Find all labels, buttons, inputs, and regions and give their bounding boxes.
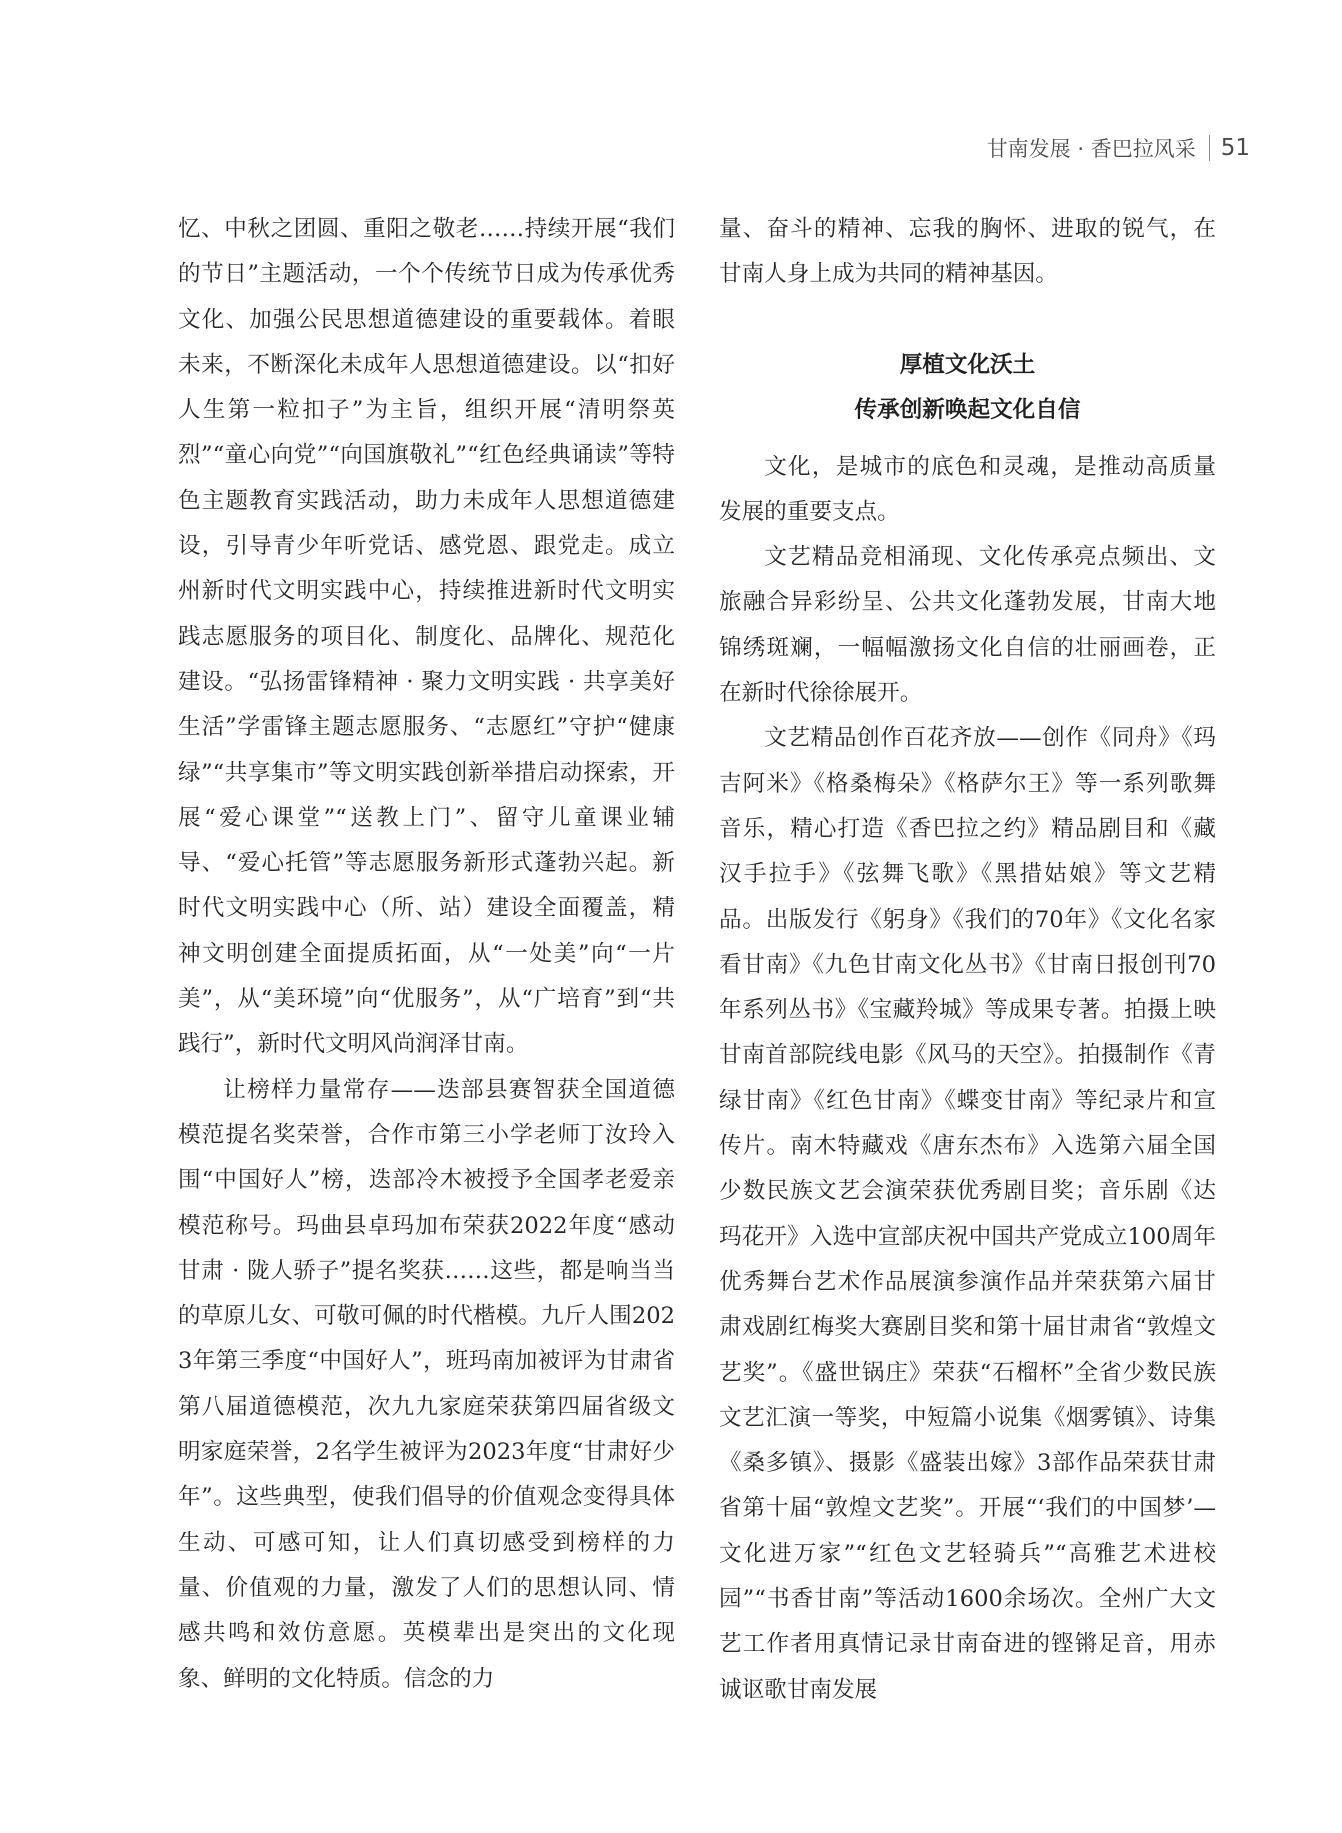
header-divider: [1209, 135, 1210, 161]
right-column: [719, 207, 1216, 1713]
paragraph: 文化，是城市的底色和灵魂，是推动高质量发展的重要支点。: [719, 453, 1216, 525]
paragraph: 忆、中秋之团圆、重阳之敬老……持续开展“我们的节日”主题活动，一个个传统节日成为传承优秀文化、加强公民思想道德建设的重要载体。着眼未来，不断深化未成年人思想道德建设。以“扣好人生第一粒扣子”为主旨，组织开展“清明祭英烈”“童心向党”“向国旗敬礼”“红色经典诵读”等特色主题教育实践活动，助力未成年人思想道德建设，引导青少年听党话、感党恩、跟党走。成立州新时代文明实践中心，持续推进新时代文明实践志愿服务的项目化、制度化、品牌化、规范化建设。“弘扬雷锋精神 · 聚力文明实践 · 共享美好生活”学雷锋主题志愿服务、“志愿红”守护“健康绿”“共享集市”等文明实践创新举措启动探索，开展“爱心课堂”“送教上门”、留守儿童课业辅导、“爱心托管”等志愿服务新形式蓬勃兴起。新时代文明实践中心（所、站）建设全面覆盖，精神文明创建全面提质拓面，从“一处美”向“一片美”，从“美环境”向“优服务”，从“广培育”到“共践行”，新时代文明风尚润泽甘南。: [178, 216, 675, 1058]
section-heading: [719, 343, 1216, 433]
page-number: 51: [1220, 135, 1250, 161]
paragraph: 文艺精品竞相涌现、文化传承亮点频出、文旅融合异彩纷呈、公共文化蓬勃发展，甘南大地锦绣斑斓，一幅幅激扬文化自信的壮丽画卷，正在新时代徐徐展开。: [719, 544, 1216, 707]
section-heading-line-1: 厚植文化沃土: [899, 351, 1036, 378]
paragraph: 量、奋斗的精神、忘我的胸怀、进取的锐气，在甘南人身上成为共同的精神基因。: [719, 216, 1216, 288]
running-header-title: 甘南发展 · 香巴拉风采: [986, 137, 1196, 161]
running-header: [987, 133, 1250, 163]
paragraph: 让榜样力量常存——迭部县赛智获全国道德模范提名奖荣誉，合作市第三小学老师丁汝玲入围“中国好人”榜，迭部冷木被授予全国孝老爱亲模范称号。玛曲县卓玛加布荣获2022年度“感动甘肃 · 陇人骄子”提名奖获……这些，都是响当当的草原儿女、可敬可佩的时代楷模。九斤人围2023年第三季度“中国好人”，班玛南加被评为甘肃省第八届道德模范，次九九家庭荣获第四届省级文明家庭荣誉，2名学生被评为2023年度“甘肃好少年”。这些典型，使我们倡导的价值观念变得具体生动、可感可知，让人们真切感受到榜样的力量、价值观的力量，激发了人们的思想认同、情感共鸣和效仿意愿。英模辈出是突出的文化现象、鲜明的文化特质。信念的力: [178, 1076, 675, 1692]
paragraph: 文艺精品创作百花齐放——创作《同舟》《玛吉阿米》《格桑梅朵》《格萨尔王》等一系列歌舞音乐，精心打造《香巴拉之约》精品剧目和《藏汉手拉手》《弦舞飞歌》《黑措姑娘》等文艺精品。出版发行《躬身》《我们的70年》《文化名家看甘南》《九色甘南文化丛书》《甘南日报创刊70年系列丛书》《宝藏羚城》等成果专著。拍摄上映甘南首部院线电影《风马的天空》。拍摄制作《青绿甘南》《红色甘南》《蝶变甘南》等纪录片和宣传片。南木特藏戏《唐东杰布》入选第六届全国少数民族文艺会演荣获优秀剧目奖；音乐剧《达玛花开》入选中宣部庆祝中国共产党成立100周年优秀舞台艺术作品展演参演作品并荣获第六届甘肃戏剧红梅奖大赛剧目奖和第十届甘肃省“敦煌文艺奖”。《盛世锅庄》荣获“石榴杯”全省少数民族文艺汇演一等奖，中短篇小说集《烟雾镇》、诗集《桑多镇》、摄影《盛装出嫁》3部作品荣获甘肃省第十届“敦煌文艺奖”。开展“‘我们的中国梦’—文化进万家”“红色文艺轻骑兵”“高雅艺术进校园”“书香甘南”等活动1600余场次。全州广大文艺工作者用真情记录甘南奋进的铿锵足音，用赤诚讴歌甘南发展: [719, 725, 1216, 1703]
left-column: [178, 207, 675, 1702]
section-heading-line-2: 传承创新唤起文化自信: [854, 396, 1081, 423]
